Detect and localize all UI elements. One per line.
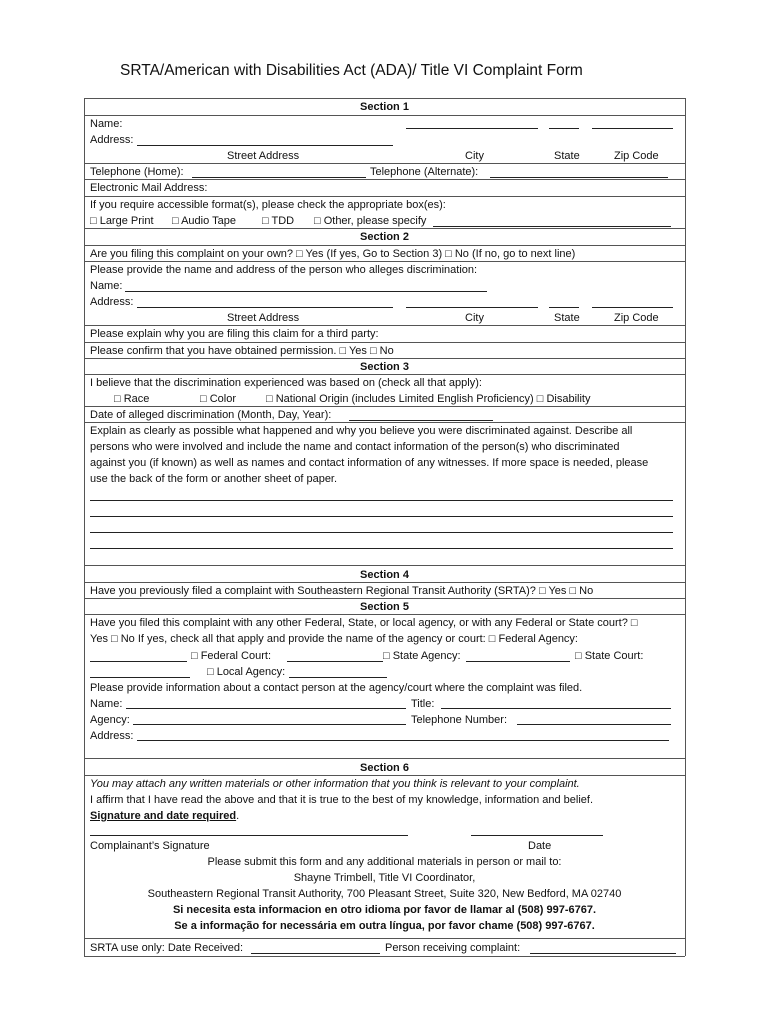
audio-tape-checkbox[interactable]: □ Audio Tape [172, 215, 236, 227]
section-3-heading: Section 3 [360, 361, 409, 373]
state-court-checkbox[interactable]: □ State Court: [575, 650, 644, 662]
attach-note: You may attach any written materials or other information that you think is relevant to your complaint. [90, 778, 580, 790]
submit-instructions: Please submit this form and any additional materials in person or mail to: [207, 856, 562, 868]
third-party-name-field[interactable] [125, 291, 487, 292]
explanation-line[interactable] [90, 516, 673, 517]
tdd-checkbox[interactable]: □ TDD [262, 215, 295, 227]
section-4-heading: Section 4 [360, 569, 409, 581]
state-agency-checkbox[interactable]: □ State Agency: [383, 650, 461, 662]
discrimination-date-label: Date of alleged discrimination (Month, Day, Year): [90, 409, 332, 421]
other-format-checkbox[interactable]: □ Other, please specify [314, 215, 427, 227]
section-2-heading: Section 2 [360, 231, 409, 243]
explanation-line[interactable] [90, 500, 673, 501]
telephone-alt-field[interactable] [490, 177, 668, 178]
large-print-checkbox[interactable]: □ Large Print [90, 215, 154, 227]
third-party-address-field[interactable] [137, 307, 393, 308]
signature-field[interactable] [90, 835, 408, 836]
office-date-received-field[interactable] [251, 953, 380, 954]
signature-date-field[interactable] [471, 835, 603, 836]
third-party-name-prompt: Please provide the name and address of the person who alleges discrimination: [90, 264, 478, 276]
explain-line-2: persons who were involved and include the name and contact information of the person(s) who discriminated [90, 441, 620, 453]
spanish-notice: Si necesita esta informacion en otro idioma por favor de llamar al (508) 997-6767. [172, 904, 597, 916]
street-address-caption: Street Address [227, 150, 300, 162]
third-party-address-label: Address: [90, 296, 134, 308]
street-address-caption-2: Street Address [227, 312, 300, 324]
section-1-heading: Section 1 [360, 101, 409, 113]
third-party-zip-field[interactable] [592, 307, 673, 308]
explain-line-3: against you (if known) as well as names and contact information of any witnesses. If more space is needed, please [90, 457, 649, 469]
complainant-signature-caption: Complainant’s Signature [90, 840, 210, 852]
state-caption: State [554, 150, 580, 162]
third-party-city-field[interactable] [406, 307, 538, 308]
address-field[interactable] [137, 145, 393, 146]
discrimination-date-field[interactable] [349, 420, 493, 421]
other-agency-options[interactable]: Yes □ No If yes, check all that apply and provide the name of the agency or court: □ Federal Agency: [90, 633, 578, 645]
state-field[interactable] [549, 128, 579, 129]
contact-address-label: Address: [90, 730, 134, 742]
city-caption-2: City [465, 312, 484, 324]
office-date-received-label: SRTA use only: Date Received: [90, 942, 244, 954]
telephone-alt-label: Telephone (Alternate): [370, 166, 479, 178]
other-format-field[interactable] [433, 226, 671, 227]
signature-required-note: Signature and date required [90, 810, 237, 822]
discrimination-basis-prompt: I believe that the discrimination experienced was based on (check all that apply): [90, 377, 482, 389]
federal-court-field[interactable] [287, 661, 383, 662]
race-checkbox[interactable]: □ Race [114, 393, 150, 405]
contact-agency-label: Agency: [90, 714, 130, 726]
third-party-state-field[interactable] [549, 307, 579, 308]
contact-telephone-field[interactable] [517, 724, 671, 725]
federal-agency-field[interactable] [90, 661, 187, 662]
local-agency-field[interactable] [289, 677, 387, 678]
state-agency-field[interactable] [466, 661, 570, 662]
explanation-line[interactable] [90, 548, 673, 549]
date-caption: Date [528, 840, 552, 852]
zip-caption-2: Zip Code [614, 312, 659, 324]
color-checkbox[interactable]: □ Color [200, 393, 236, 405]
page-title: SRTA/American with Disabilities Act (ADA)/ Title VI Complaint Form [120, 62, 583, 79]
contact-person-prompt: Please provide information about a contact person at the agency/court where the complaint was filed. [90, 682, 583, 694]
third-party-name-label: Name: [90, 280, 123, 292]
state-caption-2: State [554, 312, 580, 324]
coordinator-name: Shayne Trimbell, Title VI Coordinator, [293, 872, 476, 884]
contact-telephone-label: Telephone Number: [411, 714, 508, 726]
contact-title-field[interactable] [441, 708, 671, 709]
explain-line-1: Explain as clearly as possible what happened and why you believe you were discriminated against. Describe all [90, 425, 633, 437]
own-complaint-question[interactable]: Are you filing this complaint on your own? □ Yes (If yes, Go to Section 3) □ No (If no, go to next line) [90, 248, 576, 260]
name-label: Name: [90, 118, 123, 130]
third-party-reason: Please explain why you are filing this claim for a third party: [90, 328, 379, 340]
state-court-field[interactable] [90, 677, 190, 678]
contact-agency-field[interactable] [133, 724, 406, 725]
section-6-heading: Section 6 [360, 762, 409, 774]
address-label: Address: [90, 134, 134, 146]
previous-complaint-question[interactable]: Have you previously filed a complaint with Southeastern Regional Transit Authority (SRTA)? □ Yes □ No [90, 585, 594, 597]
telephone-home-label: Telephone (Home): [90, 166, 184, 178]
zip-field[interactable] [592, 128, 673, 129]
origin-disability-checkboxes[interactable]: □ National Origin (includes Limited English Proficiency) □ Disability [266, 393, 591, 405]
explain-line-4: use the back of the form or another sheet of paper. [90, 473, 338, 485]
local-agency-checkbox[interactable]: □ Local Agency: [207, 666, 286, 678]
section-5-heading: Section 5 [360, 601, 409, 613]
mailing-address: Southeastern Regional Transit Authority, 700 Pleasant Street, Suite 320, New Bedford, MA 02740 [147, 888, 622, 900]
signature-required-period: . [236, 810, 240, 822]
city-caption: City [465, 150, 484, 162]
explanation-line[interactable] [90, 532, 673, 533]
federal-court-checkbox[interactable]: □ Federal Court: [191, 650, 272, 662]
contact-name-field[interactable] [126, 708, 406, 709]
other-agency-question[interactable]: Have you filed this complaint with any other Federal, State, or local agency, or with any Federal or State court? □ [90, 617, 638, 629]
city-field[interactable] [406, 128, 538, 129]
contact-name-label: Name: [90, 698, 123, 710]
contact-address-field[interactable] [137, 740, 669, 741]
contact-title-label: Title: [411, 698, 435, 710]
affirmation: I affirm that I have read the above and that it is true to the best of my knowledge, information and belief. [90, 794, 594, 806]
zip-caption: Zip Code [614, 150, 659, 162]
office-receiver-label: Person receiving complaint: [385, 942, 521, 954]
office-receiver-field[interactable] [530, 953, 676, 954]
formats-prompt: If you require accessible format(s), please check the appropriate box(es): [90, 199, 446, 211]
portuguese-notice: Se a informação for necessária em outra língua, por favor chame (508) 997-6767. [174, 920, 595, 932]
telephone-home-field[interactable] [192, 177, 366, 178]
email-label: Electronic Mail Address: [90, 182, 208, 194]
permission-confirm[interactable]: Please confirm that you have obtained permission. □ Yes □ No [90, 345, 394, 357]
